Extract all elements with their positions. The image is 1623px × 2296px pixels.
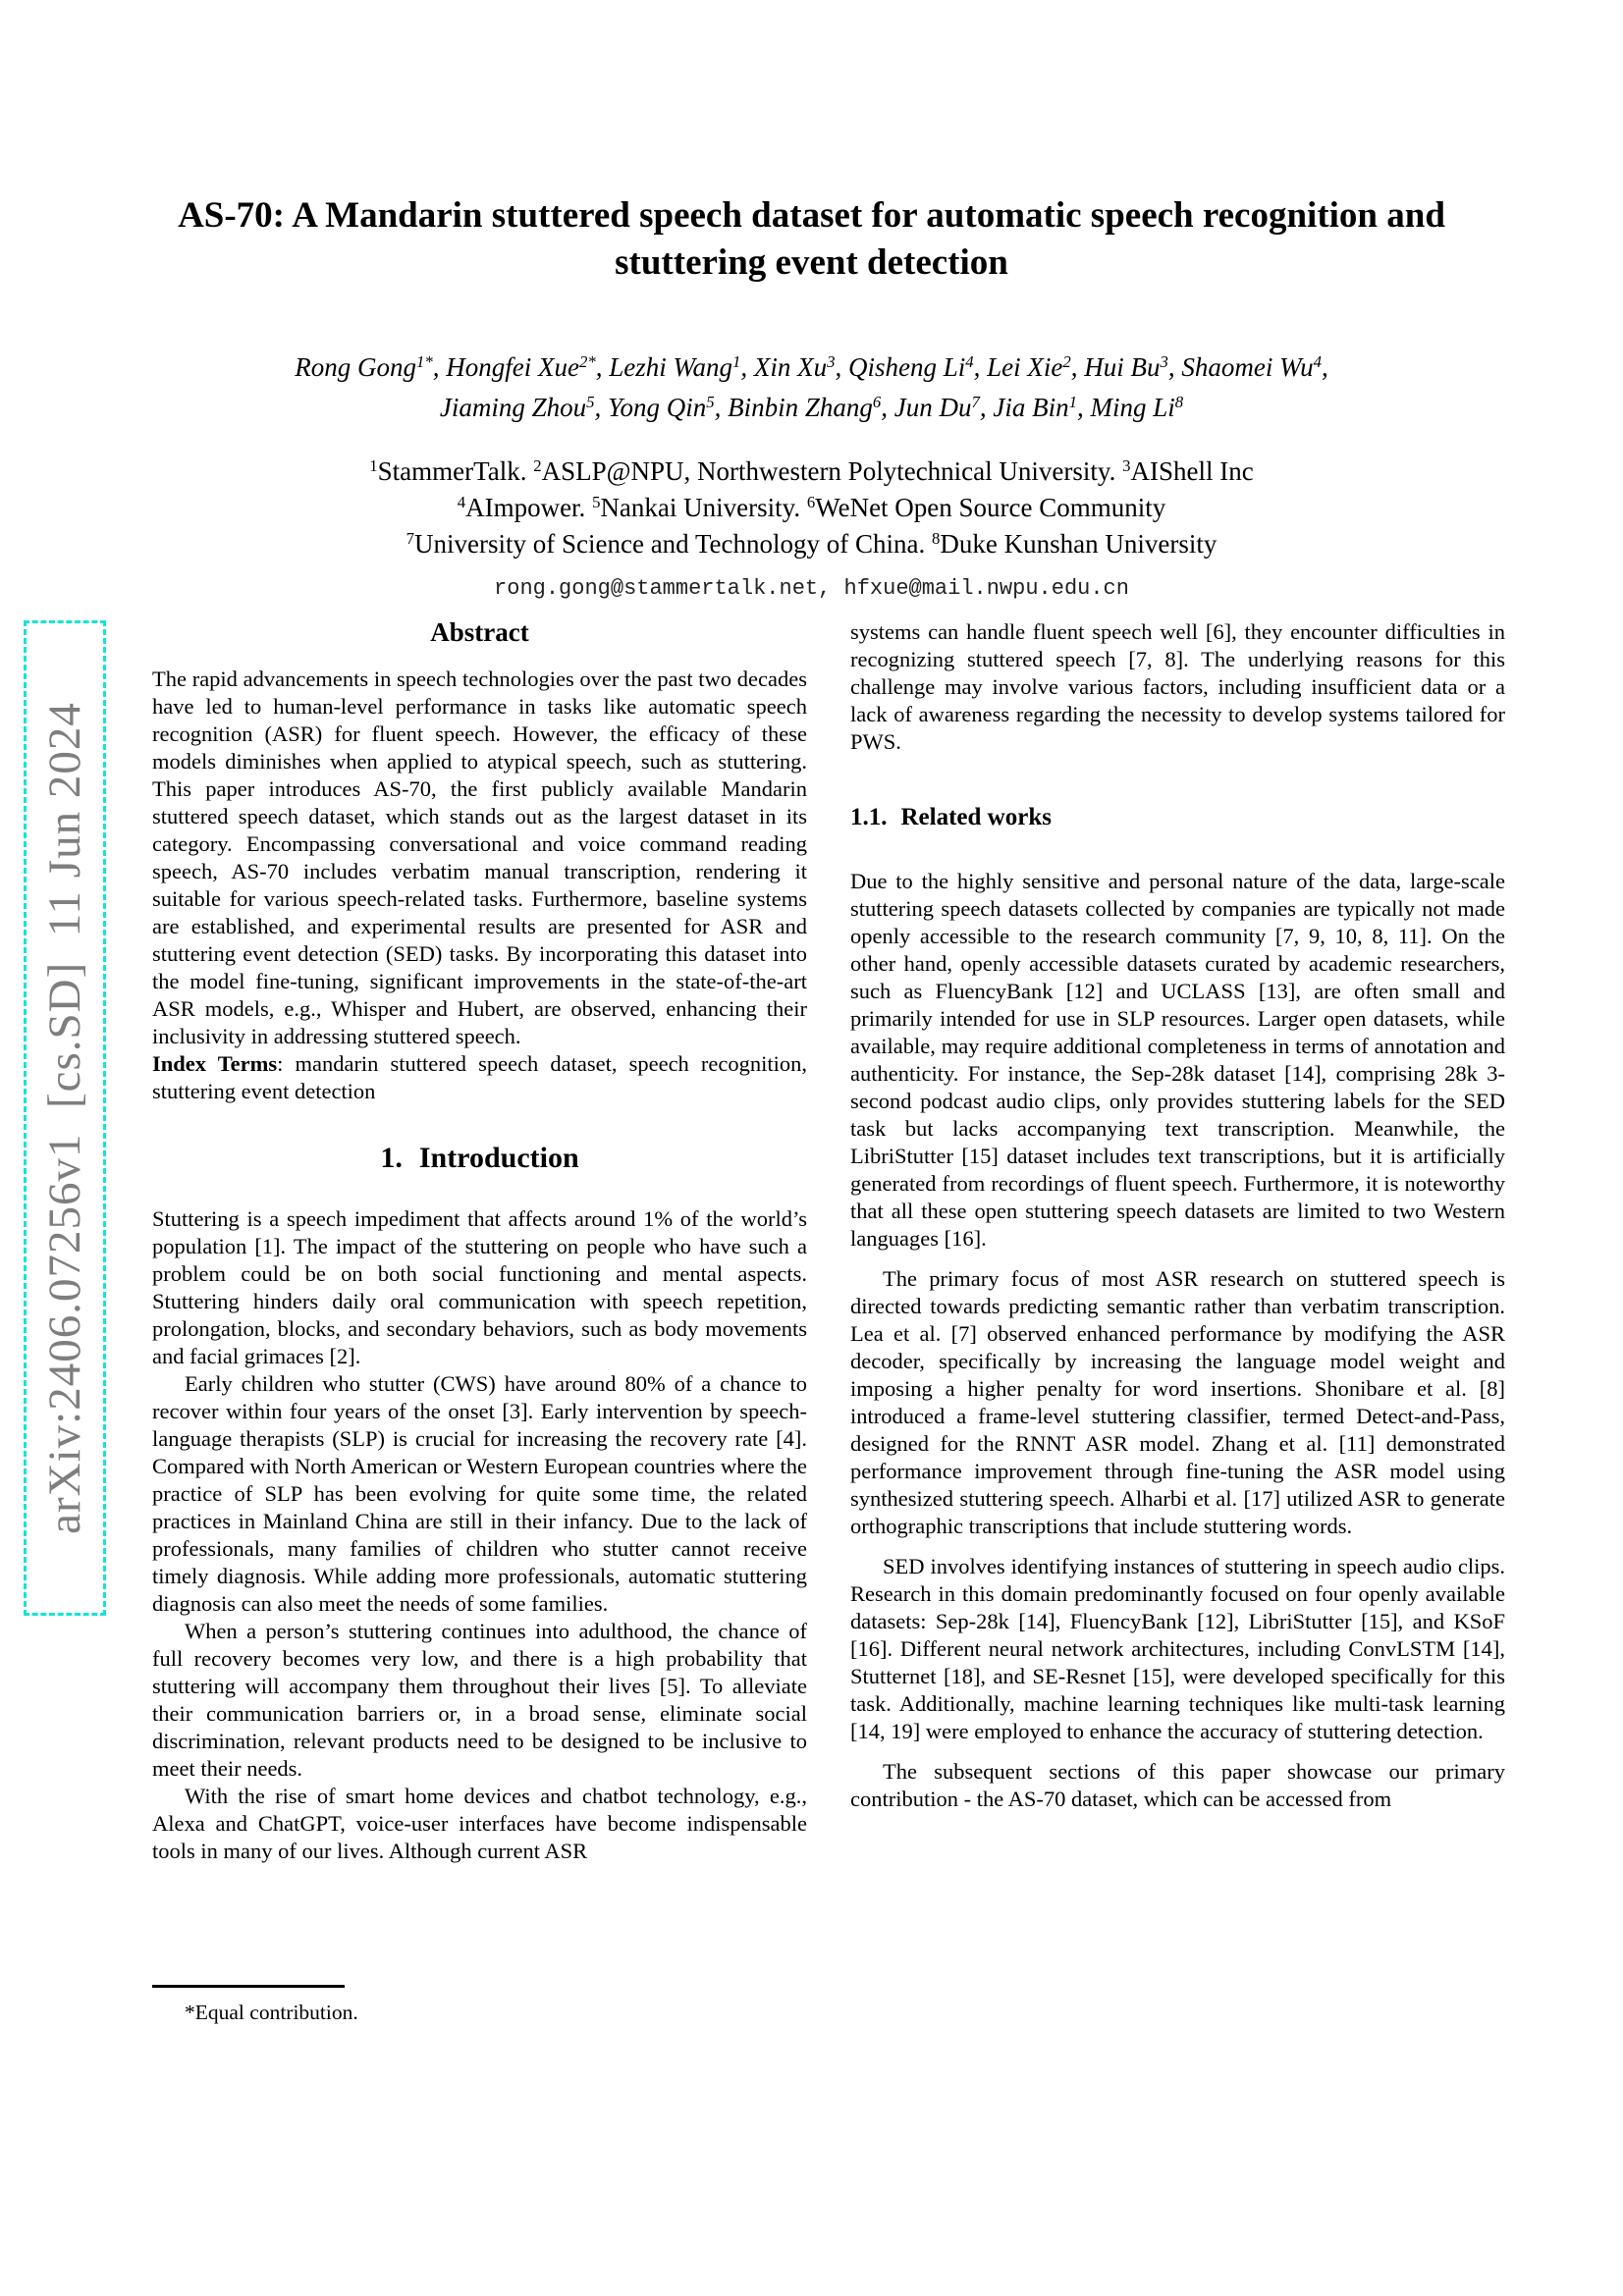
footnote-rule — [152, 1985, 345, 1988]
paragraph: When a person’s stuttering continues into adulthood, the chance of full recovery becomes very low, and there is a high probability that stuttering will accompany them throughout their lives [5]. To alleviate their communication barriers or, in a broad sense, eliminate social discrimination, relevant products need to be designed to be inclusive to meet their needs. — [152, 1619, 807, 1781]
arxiv-watermark-text: arXiv:2406.07256v1 [cs.SD] 11 Jun 2024 — [39, 702, 90, 1534]
footnote-block — [152, 1985, 807, 2025]
abstract-paragraph: The rapid advancements in speech technologies over the past two decades have led to human-level performance in tasks like automatic speech recognition (ASR) for fluent speech. However, the efficacy of these models diminishes when applied to atypical speech, such as stuttering. This paper introduces AS-70, the first publicly available Mandarin stuttered speech dataset, which stands out as the largest dataset in its category. Encompassing conversational and voice command reading speech, AS-70 includes verbatim manual transcription, rendering it suitable for various speech-related tasks. Furthermore, baseline systems are established, and experimental results are presented for ASR and stuttering event detection (SED) tasks. By incorporating this dataset into the model fine-tuning, significant improvements in the state-of-the-art ASR models, e.g., Whisper and Hubert, are observed, enhancing their inclusivity in addressing stuttered speech. — [152, 667, 807, 1048]
author-emails: rong.gong@stammertalk.net, hfxue@mail.nwpu.edu.cn — [494, 576, 1129, 601]
affiliation-line-1: $^1$StammerTalk. $^2$ASLP@NPU, Northwestern Polytechnical University. $^3$AIShell Inc — [369, 455, 1254, 486]
authors-line-1: Rong Gong$^{1*}$, Hongfei Xue$^{2*}$, Lezhi Wang$^1$, Xin Xu$^3$, Qisheng Li$^4$, Lei Xie$^2$, Hui Bu$^3$, Shaomei Wu$^4$, — [295, 351, 1328, 382]
paragraph: The primary focus of most ASR research on stuttered speech is directed towards predicting semantic rather than verbatim transcription. Lea et al. [7] observed enhanced performance by modifying the ASR decoder, specifically by increasing the language model weight and imposing a higher penalty for word insertions. Shonibare et al. [8] introduced a frame-level stuttering classifier, termed Detect-and-Pass, designed for the RNNT ASR model. Zhang et al. [11] demonstrated performance improvement through fine-tuning the ASR model using synthesized stuttering speech. Alharbi et al. [17] utilized ASR to generate orthographic transcriptions that include stuttering words. — [850, 1266, 1505, 1538]
related-works-paragraphs — [850, 868, 1505, 1813]
right-column — [850, 618, 1505, 1813]
index-terms-text: : mandarin stuttered speech dataset, speech recognition, stuttering event detection — [152, 1051, 807, 1103]
section-title: Introduction — [418, 1142, 579, 1174]
index-terms-label: Index Terms — [152, 1051, 278, 1076]
section-number: 1. — [380, 1142, 403, 1174]
paragraph: systems can handle fluent speech well [6], they encounter difficulties in recognizing stuttered speech [7, 8]. The underlying reasons for this challenge may involve various factors, including insufficient data or a lack of awareness regarding the necessity to develop systems tailored for PWS. — [850, 619, 1505, 754]
paragraph: Due to the highly sensitive and personal nature of the data, large-scale stuttering speech datasets collected by companies are typically not made openly accessible to the research community [7, 9, 10, 8, 11]. On the other hand, openly accessible datasets curated by academic researchers, such as FluencyBank [12] and UCLASS [13], are often small and primarily intended for use in SLP resources. Larger open datasets, while available, may require additional completeness in terms of annotation and authenticity. For instance, the Sep-28k dataset [14], comprising 28k 3-second podcast audio clips, only provides stuttering labels for the SED task but lacks accompanying text transcription. Meanwhile, the LibriStutter [15] dataset includes text transcriptions, but it is artificially generated from recordings of fluent speech. Furthermore, it is noteworthy that all these open stuttering speech datasets are limited to two Western languages [16]. — [850, 869, 1505, 1251]
author-block — [0, 347, 1623, 428]
index-terms — [152, 1050, 807, 1105]
subsection-heading-related-works — [850, 803, 1505, 832]
introduction-paragraphs — [152, 1205, 807, 1865]
paragraph: Early children who stutter (CWS) have around 80% of a chance to recover within four years of the onset [3]. Early intervention by speech-language therapists (SLP) is crucial for increasing the recovery rate [4]. Compared with North American or Western European countries where the practice of SLP has been evolving for quite some time, the related practices in Mainland China are still in their infancy. Due to the lack of professionals, many families of children who stutter cannot receive timely diagnosis. While adding more professionals, automatic stuttering diagnosis can also meet the needs of some families. — [152, 1371, 807, 1616]
affiliation-line-2: $^4$AImpower. $^5$Nankai University. $^6$WeNet Open Source Community — [457, 492, 1166, 522]
paragraph: Stuttering is a speech impediment that affects around 1% of the world’s population [1]. The impact of the stuttering on people who have such a problem could be on both social functioning and mental aspects. Stuttering hinders daily oral communication with speech repetition, prolongation, blocks, and secondary behaviors, such as body movements and facial grimaces [2]. — [152, 1206, 807, 1368]
left-column — [152, 618, 807, 1865]
affiliation-line-3: $^7$University of Science and Technology of China. $^8$Duke Kunshan University — [406, 528, 1217, 559]
authors-line-2: Jiaming Zhou$^5$, Yong Qin$^5$, Binbin Zhang$^6$, Jun Du$^7$, Jia Bin$^1$, Ming Li$^8$ — [439, 392, 1184, 422]
paper-header — [0, 0, 1623, 601]
subsection-title: Related works — [900, 804, 1052, 830]
arxiv-watermark-box — [24, 620, 106, 1616]
subsection-number: 1.1. — [850, 804, 888, 830]
paragraph: The subsequent sections of this paper showcase our primary contribution - the AS-70 dataset, which can be accessed from — [850, 1759, 1505, 1811]
page-title: AS-70: A Mandarin stuttered speech dataset for automatic speech recognition and stuttering event detection — [178, 195, 1445, 283]
affiliation-block — [0, 454, 1623, 562]
section-heading-introduction — [152, 1141, 807, 1176]
continuation-paragraphs — [850, 618, 1505, 756]
footnote-text: *Equal contribution. — [185, 2001, 358, 2024]
abstract-heading: Abstract — [430, 617, 529, 647]
paragraph: With the rise of smart home devices and chatbot technology, e.g., Alexa and ChatGPT, voice-user interfaces have become indispensable tools in many of our lives. Although current ASR — [152, 1784, 807, 1863]
paragraph: SED involves identifying instances of stuttering in speech audio clips. Research in this domain predominantly focused on four openly available datasets: Sep-28k [14], FluencyBank [12], LibriStutter [15], and KSoF [16]. Different neural network architectures, including ConvLSTM [14], Stutternet [18], and SE-Resnet [15], were developed specifically for this task. Additionally, machine learning techniques like multi-task learning [14, 19] were employed to enhance the accuracy of stuttering detection. — [850, 1554, 1505, 1743]
